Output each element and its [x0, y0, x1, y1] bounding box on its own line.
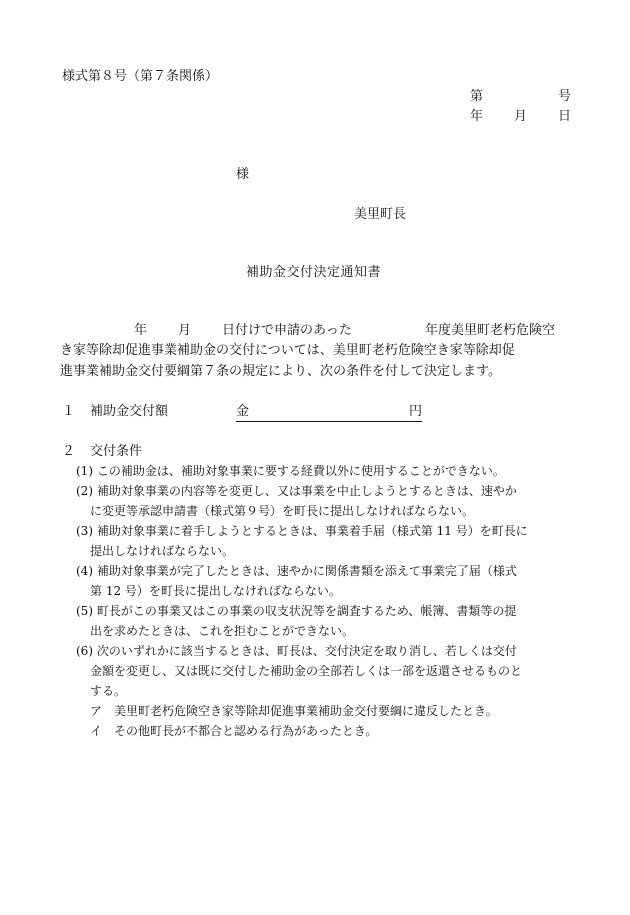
condition-line: (2) 補助対象事業の内容等を変更し、又は事業を中止しようとするときは、速やか	[76, 484, 517, 498]
condition-line: に変更等承認申請書（様式第９号）を町長に提出しなければならない。	[90, 504, 475, 518]
section1-label: 補助金交付額	[90, 404, 169, 419]
section1-number: １	[62, 404, 76, 419]
intro-date-text: 日付けで申請のあった	[222, 323, 352, 338]
condition-line: (4) 補助対象事業が完了したときは、速やかに関係書類を添えて事業完了届（様式	[76, 564, 517, 578]
date-day: 日	[558, 109, 572, 124]
intro-month: 月	[178, 323, 192, 338]
intro-year: 年	[134, 323, 148, 338]
section2-number: ２	[62, 444, 76, 459]
intro-line-2: き家等除却促進事業補助金の交付については、美里町老朽危険空き家等除却促	[60, 343, 515, 358]
condition-line: (1) この補助金は、補助対象事業に要する経費以外に使用することができない。	[76, 464, 505, 478]
condition-line: (6) 次のいずれかに該当するときは、町長は、交付決定を取り消し、若しくは交付	[76, 644, 517, 658]
condition-subitem: ア 美里町老朽危険空き家等除却促進事業補助金交付要綱に違反したとき。	[90, 704, 498, 718]
condition-line: 金額を変更し、又は既に交付した補助金の全部若しくは一部を返還させるものと	[90, 664, 523, 678]
condition-line: する。	[90, 684, 127, 698]
amount-prefix: 金	[236, 404, 250, 419]
condition-line: 出を求めたときは、これを拒むことができない。	[90, 624, 355, 638]
doc-number-prefix: 第	[470, 89, 484, 104]
document-title: 補助金交付決定通知書	[246, 265, 382, 280]
addressee-suffix: 様	[236, 167, 250, 182]
form-number: 様式第８号（第７条関係）	[62, 69, 219, 84]
condition-line: (3) 補助対象事業に着手しようとするときは、事業着手届（様式第 11 号）を町長に	[76, 524, 528, 538]
intro-fiscal-year-text: 年度美里町老朽危険空	[425, 323, 556, 338]
doc-number-suffix: 号	[558, 89, 572, 104]
issuer-name: 美里町長	[354, 207, 407, 222]
condition-line: (5) 町長がこの事業又はこの事業の収支状況等を調査するため、帳簿、書類等の提	[76, 604, 517, 618]
section2-label: 交付条件	[90, 444, 143, 459]
intro-line-3: 進事業補助金交付要綱第７条の規定により、次の条件を付して決定します。	[60, 364, 501, 379]
date-year: 年	[470, 109, 484, 124]
date-month: 月	[514, 109, 528, 124]
amount-suffix: 円	[408, 404, 422, 419]
condition-subitem: イ その他町長が不都合と認める行為があったとき。	[90, 724, 378, 738]
amount-field	[236, 403, 422, 422]
condition-line: 提出しなければならない。	[90, 544, 235, 558]
condition-line: 第 12 号）を町長に提出しなければならない。	[90, 584, 341, 598]
